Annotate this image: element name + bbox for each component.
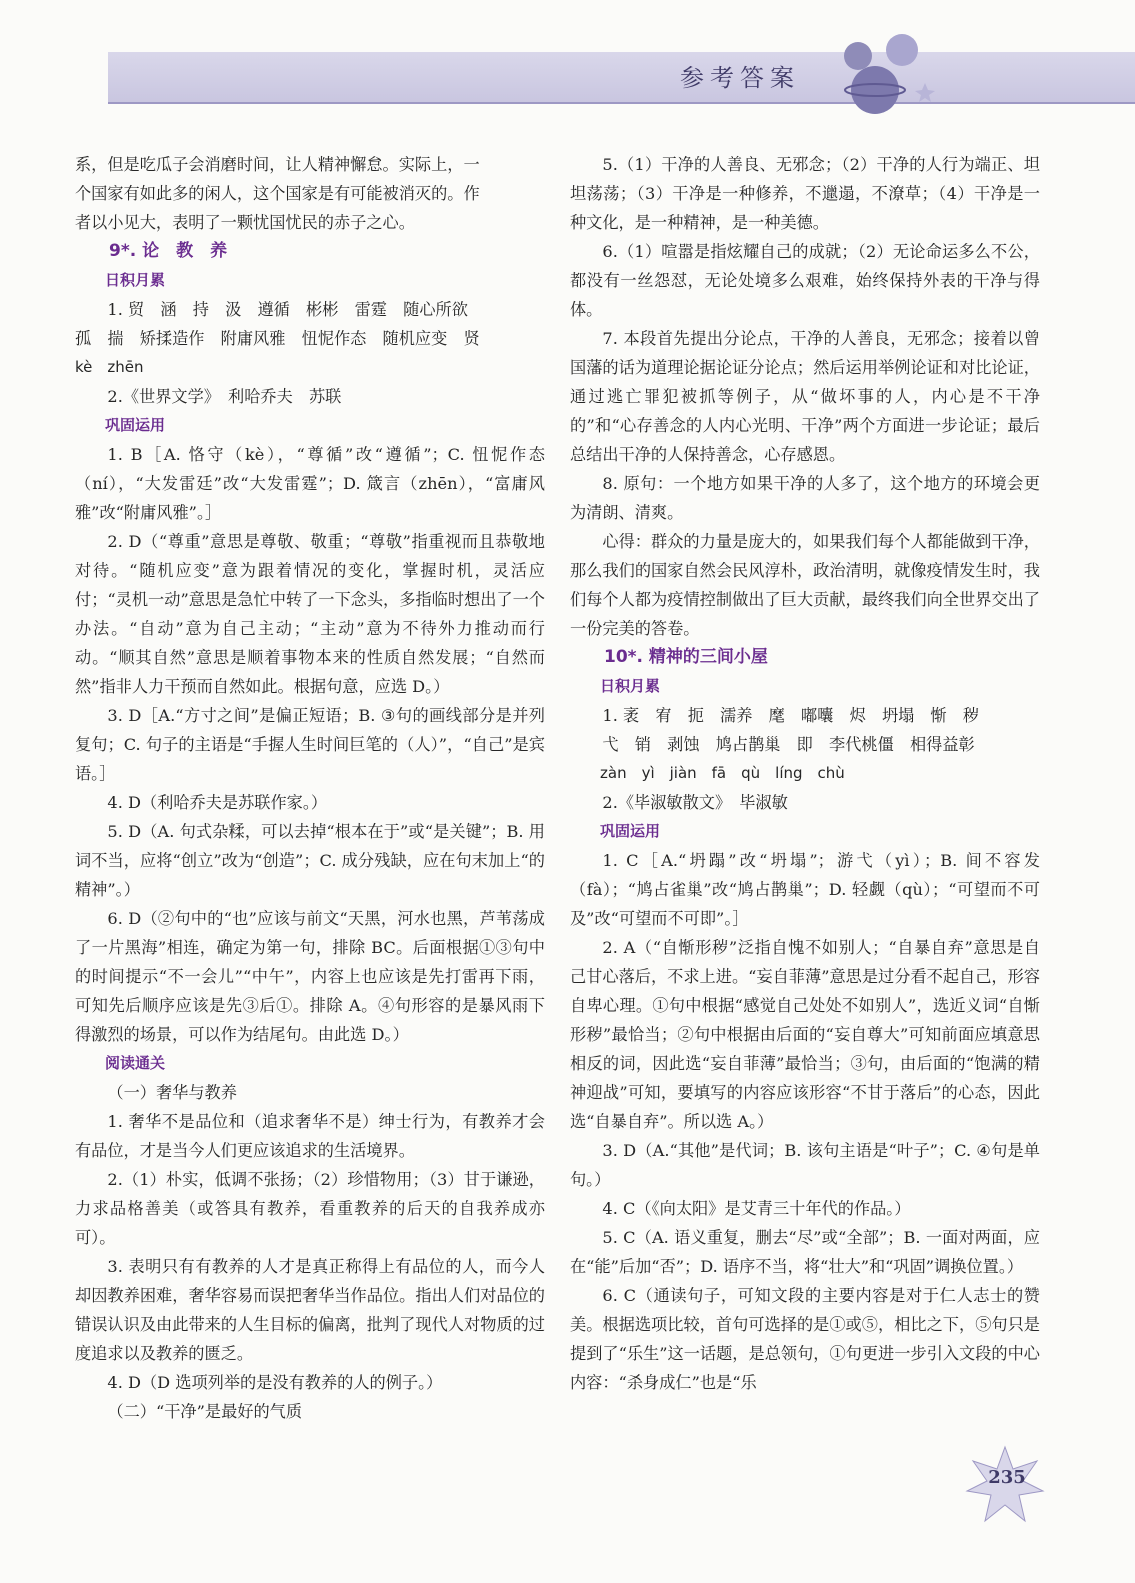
page-header-title: 参考答案 [680, 64, 800, 92]
page-number: 235 [988, 1467, 1026, 1488]
answer-paragraph: 3. D（A.“其他”是代词；B. 该句主语是“叶子”；C. ④句是单句。） [570, 1141, 1040, 1189]
answer-paragraph: 2. D（“尊重”意思是尊敬、敬重；“尊敬”指重视而且恭敬地对待。“随机应变”意为跟着情况的变化，掌握时机，灵活应付；“灵机一动”意思是急忙中转了一下念头，多指临时想出了一个办法。“自动”意为自己主动；“主动”意为不待外力推动而行动。“顺其自然”意思是顺着事物本来的性质自然发展；“自然而然”指非人力干预而自然如此。根据句意，应选 D。） [75, 532, 545, 696]
answer-paragraph: 2.（1）朴实，低调不张扬；（2）珍惜物用；（3）甘于谦逊，力求品格善美（或答具有教养，看重教养的后天的自我养成亦可）。 [75, 1170, 545, 1247]
answer-line: 2.《毕淑敏散文》 毕淑敏 [602, 793, 788, 812]
section-heading: 巩固运用 [600, 822, 661, 840]
intro-line: 系，但是吃瓜子会消磨时间，让人精神懈怠。实际上，一 [75, 155, 480, 174]
answer-paragraph: 1. B［A. 恪守（kè），“尊循”改“遵循”；C. 忸怩作态（ní），“大发雷廷”改“大发雷霆”；D. 箴言（zhēn），“富庸风雅”改“附庸风雅”。］ [75, 445, 545, 522]
section-heading: 阅读通关 [105, 1054, 166, 1072]
pinyin-line: kè zhēn [75, 358, 144, 376]
right-column [570, 150, 1040, 1397]
reading-title: （二）“干净”是最好的气质 [107, 1402, 303, 1421]
answer-paragraph: 3. D［A.“方寸之间”是偏正短语；B. ③句的画线部分是并列复句；C. 句子的主语是“手握人生时间巨笔的（人）”，“自己”是宾语。］ [75, 706, 545, 783]
planets-icon [830, 28, 940, 128]
section-heading: 巩固运用 [105, 416, 166, 434]
answer-paragraph: 8. 原句：一个地方如果干净的人多了，这个地方的环境会更为清朗、清爽。 [570, 474, 1040, 522]
answer-line: 弋 销 剥蚀 鸠占鹊巢 即 李代桃僵 相得益彰 [602, 735, 975, 754]
answer-line: 1. 袤 宥 扼 濡养 麾 嘟囔 烬 坍塌 惭 秽 [602, 706, 980, 725]
answer-paragraph: 4. D（D 选项列举的是没有教养的人的例子。） [107, 1373, 443, 1392]
answer-paragraph: 5. D（A. 句式杂糅，可以去掉“根本在于”或“是关键”；B. 用词不当，应将“创立”改为“创造”；C. 成分残缺，应在句末加上“的精神”。） [75, 822, 545, 899]
answer-paragraph: 1. 奢华不是品位和（追求奢华不是）绅士行为，有教养才会有品位，才是当今人们更应该追求的生活境界。 [75, 1112, 545, 1160]
intro-line: 个国家有如此多的闲人，这个国家是有可能被消灭的。作 [75, 184, 480, 203]
answer-paragraph: 2. A（“自惭形秽”泛指自愧不如别人；“自暴自弃”意思是自己甘心落后，不求上进。“妄自菲薄”意思是过分看不起自己，形容自卑心理。①句中根据“感觉自己处处不如别人”，选近义词“自惭形秽”最恰当；②句中根据由后面的“妄自尊大”可知前面应填意思相反的词，因此选“妄自菲薄”最恰当；③句，由后面的“饱满的精神迎战”可知，要填写的内容应该形容“不甘于落后”的心态，因此选“自暴自弃”。所以选 A。） [570, 938, 1040, 1131]
answer-paragraph: 5.（1）干净的人善良、无邪念；（2）干净的人行为端正、坦坦荡荡；（3）干净是一种修养，不邋遢，不潦草；（4）干净是一种文化，是一种精神，是一种美德。 [570, 155, 1040, 232]
answer-paragraph: 4. D（利哈乔夫是苏联作家。） [107, 793, 328, 812]
header-band [108, 52, 1135, 104]
lesson-title: 10*. 精神的三间小屋 [604, 647, 768, 667]
answer-line: 1. 贸 涵 持 汲 遵循 彬彬 雷霆 随心所欲 [107, 300, 468, 319]
reading-title: （一）奢华与教养 [107, 1083, 237, 1102]
answer-paragraph: 4. C（《向太阳》是艾青三十年代的作品。） [602, 1199, 911, 1218]
answer-line: 孤 揣 矫揉造作 附庸风雅 忸怩作态 随机应变 贤 [75, 329, 480, 348]
answer-line: 2.《世界文学》 利哈乔夫 苏联 [107, 387, 342, 406]
section-heading: 日积月累 [600, 677, 661, 695]
answer-paragraph: 5. C（A. 语义重复，删去“尽”或“全部”；B. 一面对两面，应在“能”后加“否”；D. 语序不当，将“壮大”和“巩固”调换位置。） [570, 1228, 1040, 1276]
lesson-title: 9*. 论 教 养 [109, 241, 228, 261]
answer-paragraph: 7. 本段首先提出分论点，干净的人善良，无邪念；接着以曾国藩的话为道理论据论证分论点；然后运用举例论证和对比论证，通过逃亡罪犯被抓等例子，从“做坏事的人，内心是不干净的”和“心存善念的人内心光明、干净”两个方面进一步论证；最后总结出干净的人保持善念，心存感恩。 [570, 329, 1040, 464]
answer-paragraph: 1. C［A.“坍蹋”改“坍塌”；游弋（yì）；B. 间不容发（fà）；“鸠占雀巢”改“鸠占鹊巢”；D. 轻觑（qù）；“可望而不可及”改“可望而不可即”。］ [570, 851, 1040, 928]
answer-paragraph: 6.（1）喧嚣是指炫耀自己的成就；（2）无论命运多么不公，都没有一丝怨怼，无论处境多么艰难，始终保持外表的干净与得体。 [570, 242, 1040, 319]
section-heading: 日积月累 [105, 271, 166, 289]
pinyin-line: zàn yì jiàn fā qù líng chù [600, 764, 845, 782]
answer-paragraph: 心得：群众的力量是庞大的，如果我们每个人都能做到干净，那么我们的国家自然会民风淳朴，政治清明，就像疫情发生时，我们每个人都为疫情控制做出了巨大贡献，最终我们向全世界交出了一份完美的答卷。 [570, 532, 1040, 638]
answer-paragraph: 6. C（通读句子，可知文段的主要内容是对于仁人志士的赞美。根据选项比较，首句可选择的是①或⑤，相比之下，⑤句只是提到了“乐生”这一话题，是总领句，①句更进一步引入文段的中心内容：“杀身成仁”也是“乐 [570, 1286, 1040, 1392]
left-column [75, 150, 545, 1426]
intro-line: 者以小见大，表明了一颗忧国忧民的赤子之心。 [75, 213, 415, 232]
answer-paragraph: 6. D（②句中的“也”应该与前文“天黑，河水也黑，芦苇荡成了一片黑海”相连，确定为第一句，排除 BC。后面根据①③句中的时间提示“不一会儿”“中午”，内容上也应该是先打雷再下雨，可知先后顺序应该是先③后①。排除 A。④句形容的是暴风雨下得激烈的场景，可以作为结尾句。由此选 D。） [75, 909, 545, 1044]
answer-paragraph: 3. 表明只有有教养的人才是真正称得上有品位的人，而今人却因教养困难，奢华容易而误把奢华当作品位。指出人们对品位的错误认识及由此带来的人生目标的偏离，批判了现代人对物质的过度追求以及教养的匮乏。 [75, 1257, 545, 1363]
